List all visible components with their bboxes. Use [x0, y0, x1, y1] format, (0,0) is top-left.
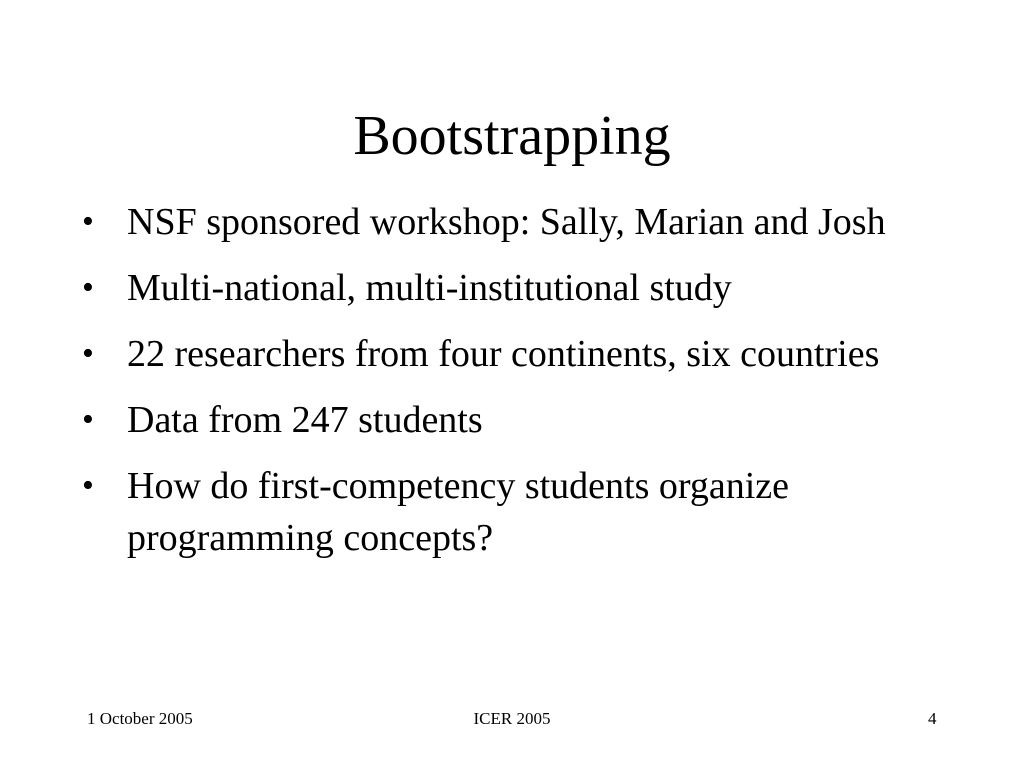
page-number: 4	[928, 709, 937, 728]
bullet-marker: •	[82, 335, 94, 372]
bullet-list	[82, 196, 942, 578]
bullet-text: Data from 247 students	[127, 399, 483, 441]
footer-event: ICER 2005	[473, 709, 551, 728]
bullet-item-researchers	[82, 328, 942, 380]
bullet-item-data-students	[82, 394, 942, 446]
bullet-item-study-type	[82, 262, 942, 314]
footer-date: 1 October 2005	[87, 709, 193, 728]
bullet-text: Multi-national, multi-institutional study	[127, 267, 732, 309]
bullet-item-sponsored-workshop	[82, 196, 942, 248]
bullet-marker: •	[82, 401, 94, 438]
bullet-marker: •	[82, 203, 94, 240]
bullet-marker: •	[82, 467, 94, 504]
bullet-text: NSF sponsored workshop: Sally, Marian and Josh	[127, 201, 886, 243]
bullet-text: How do first-competency students organize programming concepts?	[127, 465, 790, 559]
bullet-text: 22 researchers from four continents, six countries	[127, 333, 880, 375]
bullet-item-research-question	[82, 460, 942, 564]
slide-title: Bootstrapping	[353, 105, 671, 167]
bullet-marker: •	[82, 269, 94, 306]
